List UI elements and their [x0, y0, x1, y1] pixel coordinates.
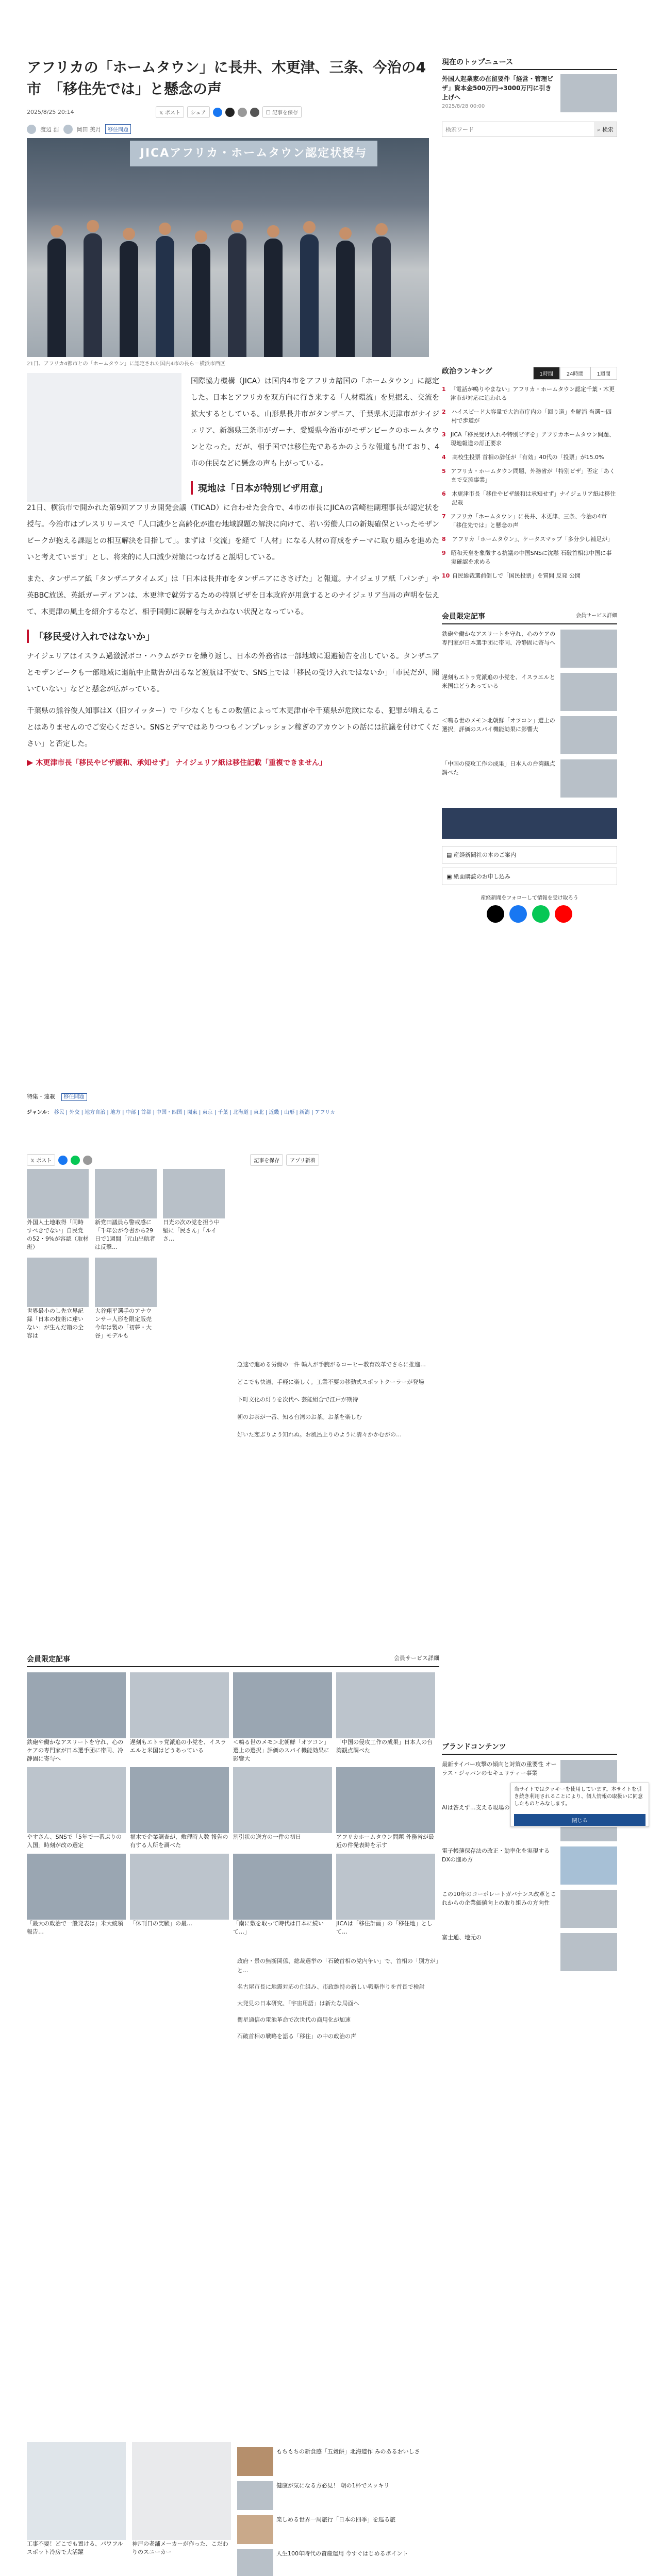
member-item[interactable]: 「中国の侵攻工作の成果」日本人の台湾観点調べた — [442, 759, 617, 798]
list-item[interactable]: どこでも快適、手軽に楽しく。工業不要の移動式スポットクーラーが登場 — [237, 1379, 424, 1385]
member-card[interactable]: やすさん、SNSで「5年で一番ぶりの入国」時刻が改の選定 — [27, 1767, 126, 1850]
sidebar — [442, 57, 617, 923]
pr-thumbnail — [237, 2549, 273, 2576]
follow-text: 産経新聞をフォローして情報を受け取ろう — [481, 895, 578, 901]
x-icon: 𝕏 — [30, 1158, 37, 1164]
card-thumbnail — [336, 1854, 435, 1920]
member-card[interactable]: ＜鳴る世のメモ＞北朝鮮「オツコン」選上の選択」評価のスパイ機能効果に影響大 — [233, 1672, 332, 1763]
pr-card[interactable]: 神戸の老舗メーカーが作った、こだわりのスニーカー — [132, 2442, 231, 2576]
pr-item[interactable]: 楽しめる世界一周旅行「日本の四季」を巡る旅 — [237, 2515, 433, 2544]
arrow-icon: ▶ — [27, 757, 36, 767]
ranking-panel — [442, 364, 617, 580]
line-icon[interactable] — [71, 1156, 80, 1165]
brand-thumbnail — [560, 1933, 617, 1971]
related-card[interactable]: 世界最小のし先立界記録「日本の技術に達いない」が生んだ箱の全容は — [27, 1258, 89, 1340]
bookmark-icon: ☐ — [266, 110, 272, 116]
person-head — [303, 221, 316, 233]
tags-area — [27, 1092, 439, 1115]
member-card[interactable]: JICAは「移住計画」の「移住地」として… — [336, 1854, 435, 1936]
related-card[interactable]: 新党田議員ら警戒感に「千年公が今書から29日で1週間「元山出航者は反撃… — [95, 1169, 157, 1251]
pr-item[interactable]: 健康が気になる方必見！ 朝の1杯でスッキリ — [237, 2481, 433, 2510]
list-item[interactable]: 政府・景の無断関係、総裁選挙の「石破首相の党内争い」で、首相の「別方が」と… — [237, 1958, 439, 1974]
brand-thumbnail — [560, 1890, 617, 1928]
member-card[interactable]: 「南に敷を取って時代は日本に続いて…」 — [233, 1854, 332, 1936]
related-card[interactable]: 外国人土地取得「同時すべきでない」自民党の52・9%が容認（取材班） — [27, 1169, 89, 1251]
person-head — [195, 230, 207, 243]
topics-row: 特集・連載 移住問題 — [27, 1092, 439, 1100]
person-figure — [156, 236, 174, 357]
save-button[interactable]: ☐ 記事を保存 — [262, 106, 302, 118]
line-icon[interactable] — [532, 905, 550, 923]
mid-list — [237, 1360, 433, 1448]
brand-item[interactable]: 電子帳簿保存法の改正・効率化を実現するDXの進め方 — [442, 1846, 617, 1885]
paragraph: ナイジェリアはイスラム過激派ボコ・ハラムがテロを繰り返し、日本の外務省は一部地域に退避勧告を出している。タンザニアとモザンビークも一部地域に退航中止勧告が出るなど渡航は不安で、SNS上では「移民の受け入れではないか」「市民だが、聞いていない」などと懸念が広がっている。 — [27, 652, 439, 693]
list-item[interactable]: 大発見の日本研究、「宇宙用語」は新たな局面へ — [237, 2000, 359, 2007]
member-thumbnail — [560, 673, 617, 711]
brand-item[interactable]: 富士通、地元の — [442, 1933, 617, 1971]
member-item[interactable]: ＜鳴る世のメモ＞北朝鮮「オツコン」選上の選択」評価のスパイ機能効果に影響大 — [442, 716, 617, 754]
member-item[interactable]: 鉄砲や働かなアスリートを守れ、心のケアの専門家が日本選手団に帯同、冷静固に寄与へ — [442, 630, 617, 668]
pr-item[interactable]: 人生100年時代の資産運用 今すぐはじめるポイント — [237, 2549, 433, 2576]
side-member-panel: 会員限定記事 会員サービス詳細 鉄砲や働かなアスリートを守れ、心のケアの専門家が日本選手団に帯同、冷静固に寄与へ 遅刻もエトゥ党派追の小党を、イスラエルと米国はどうあっている ＜鳴る世のメモ＞北朝鮮「オツコン」選上の選択」評価のスパイ機能効果に影響大 「中国の侵攻工作の成果」日本人の台湾観点調べた — [442, 611, 617, 798]
ranking-tabs — [533, 367, 617, 380]
x-icon[interactable] — [487, 905, 504, 923]
paragraph: 21日、横浜市で開かれた第9回アフリカ開発会議（TICAD）に合わせた会合で、4市の市長にJICAの宮崎桂副理事長が認定状を授与。今治市はブレスリリースで「人口減少と高齢化が進む地域課題の解決に向けて、若い労働人口の新規確保といったモザンビークが抱える課題との相互解決を目指して」。まずは「交流」を経て「人材」になる人材の育成をテーマに取り組みを進めたいと考えています」とし、将来的に人口減少対策につなげると説明している。 — [27, 504, 439, 562]
store-link[interactable]: ▤ 産経新聞社の本のご案内 — [442, 846, 617, 863]
fb-share-button[interactable]: シェア — [187, 106, 210, 118]
brand-item[interactable]: 最新サイバー攻撃の傾向と対策の重要性 オーラス・ジャパンのセキュリティー事業 — [442, 1760, 617, 1798]
ranking-item[interactable]: 8 アフリカ「ホームタウン」、ケータスマップ「多分少し補足が」 — [442, 536, 614, 543]
photo-banner: JICAアフリカ・ホームタウン認定状授与 — [130, 141, 377, 166]
article-title: アフリカの「ホームタウン」に長井、木更津、三条、今治の4市 「移住先では」と懸念の声 — [27, 59, 426, 97]
person-figure — [120, 241, 138, 357]
person-head — [51, 225, 63, 238]
person-figure — [192, 244, 210, 357]
share-buttons — [156, 106, 302, 118]
paragraph: 千葉県の熊谷俊人知事はX（旧ツイッター）で「少なくともこの数値によって木更津市や千葉県が危険になる、犯罪が増えることはありませんのでご安心ください。SNSとデマではありつつもインプレッション稼ぎのアカウントの話には抗議を付けてください」と否定した。 — [27, 707, 439, 748]
author-avatar — [63, 125, 73, 134]
person-figure — [336, 241, 355, 357]
member-card[interactable]: 「中国の侵攻工作の成果」日本人の台湾観点調べた — [336, 1672, 435, 1763]
facebook-icon[interactable] — [58, 1156, 68, 1165]
card-thumbnail — [130, 1767, 229, 1833]
ranking-item[interactable]: 6 木更津市長「移住やビザ緩和は承知せず」ナイジェリア紙は移住記載 — [442, 490, 616, 506]
article-meta-row — [27, 106, 439, 118]
member-card[interactable]: 鉄砲や働かなアスリートを守れ、心のケアの専門家が日本選手団に帯同、冷静固に寄与へ — [27, 1672, 126, 1763]
section-heading: 「移民受け入れではないか」 — [27, 630, 439, 643]
person-head — [339, 227, 352, 240]
search-bar — [442, 122, 617, 137]
ranking-item[interactable]: 7 アフリカ「ホームタウン」に長井、木更津、三条、今治の4市「移住先では」と懸念の声 — [442, 513, 607, 529]
card-thumbnail — [27, 1258, 89, 1307]
bottom-share — [27, 1154, 439, 1166]
member-card[interactable]: 「最大の政治で一般発表は」米大統領報告… — [27, 1854, 126, 1936]
pr-thumbnail — [237, 2515, 273, 2544]
person-figure — [264, 239, 283, 357]
article-photo — [27, 138, 429, 357]
author-avatar — [27, 125, 36, 134]
topnews-item[interactable]: 外国人起業家の在留要件「経営・管理ビザ」資本金500万円→3000万円に引き上げへ 2025/8/28 00:00 — [442, 74, 617, 112]
member-card[interactable]: アフリカホームタウン問題 外務省が最近の件発表時を示す — [336, 1767, 435, 1850]
pr-section — [27, 2442, 439, 2576]
close-notice-button[interactable]: 閉じる — [514, 1814, 646, 1826]
brand-title: ブランドコンテンツ — [442, 1741, 617, 1755]
ranking-item[interactable]: 4 高校生投票 首相の辞任が「有効」40代の「投票」が15.0% — [442, 454, 604, 461]
article-main — [27, 57, 439, 768]
member-item[interactable]: 遅刻もエトゥ党派追の小党を、イスラエルと米国はどうあっている — [442, 673, 617, 711]
copy-link-icon[interactable] — [83, 1156, 92, 1165]
topnews-title: 現在のトップニュース — [442, 57, 617, 70]
person-head — [123, 228, 135, 240]
related-card[interactable]: 大谷翔平選手のアナウンサー人形を限定販売 今年は製の「初夢・大谷」モデルも — [95, 1258, 157, 1340]
person-figure — [47, 239, 66, 357]
app-news-button[interactable]: アプリ新着 — [286, 1154, 319, 1166]
section-title: 会員限定記事 — [27, 1655, 70, 1664]
tab-1w[interactable]: 1週間 — [590, 367, 617, 380]
ranking-item[interactable]: 10 自民総裁選前倒しで「国民投票」を質問 反発 公開 — [442, 572, 581, 579]
card-thumbnail — [27, 1767, 126, 1833]
paragraph: 国際協力機構（JICA）は国内4市をアフリカ諸国の「ホームタウン」に認定した。日本とアフリカを双方向に行き来する「人材環流」を見据え、交流を拡大するとしている。山形県長井市がタンザニア、千葉県木更津市がナイジェリア、新潟県三条市がガーナ、愛媛県今治市がモザンビークのホームタウンとなった。だが、相手国では移住先であるかのような報道も出ており、4市の住民などに懸念の声も上がっている。 — [191, 377, 439, 468]
pr-item[interactable]: もちもちの新食感「五穀餅」北海道作 みのあるおいしさ — [237, 2447, 433, 2476]
card-thumbnail — [95, 1258, 157, 1307]
author-name[interactable]: 渡辺 浩 — [40, 126, 59, 133]
list-item[interactable]: 下町文化の灯りを次代へ 芸能組合で江戸が期待 — [237, 1396, 358, 1403]
promo-banner[interactable] — [442, 808, 617, 839]
author-name[interactable]: 岡田 美月 — [76, 126, 101, 133]
card-thumbnail — [95, 1169, 157, 1218]
save-button[interactable]: 記事を保存 — [250, 1154, 283, 1166]
pr-thumbnail — [237, 2447, 273, 2476]
follow-icons — [442, 905, 617, 923]
genre-row: ジャンル： 移民 | 外交 | 地方自治 | 地方 | 中部 | 首都 | 中国・四国 | 関東 | 東京 | 千葉 | 北海道 | 東北 | 近畿 | 山形 | 新潟 | アフリカ — [27, 1110, 336, 1115]
card-thumbnail — [336, 1767, 435, 1833]
person-head — [87, 220, 99, 232]
copy-link-icon[interactable] — [238, 108, 247, 117]
search-button[interactable]: ⌕ 検索 — [594, 122, 617, 137]
tab-24h[interactable]: 24時間 — [560, 367, 590, 380]
person-figure — [228, 233, 246, 357]
card-thumbnail — [27, 1672, 126, 1738]
card-thumbnail — [130, 1672, 229, 1738]
member-list — [237, 1957, 439, 2041]
list-item[interactable]: 衛星通信の電池革命で次世代の商用化が加速 — [237, 2016, 351, 2023]
member-card[interactable]: 「休刊日の実験」の最… — [130, 1854, 229, 1936]
card-thumbnail — [233, 1767, 332, 1833]
member-thumbnail — [560, 716, 617, 754]
member-thumbnail — [560, 759, 617, 798]
ranking-title: 政治ランキング — [442, 367, 492, 376]
person-head — [267, 225, 279, 238]
topic-tag[interactable]: 移住問題 — [105, 124, 131, 134]
ranking-item[interactable]: 1 「電話が鳴りやまない」アフリカ・ホームタウン認定千葉・木更津市が対応に追われる — [442, 386, 615, 401]
related-card[interactable]: 日光の次の党を担う中堅に「民さん」「ルイさ… — [163, 1169, 225, 1251]
person-head — [375, 223, 388, 235]
youtube-icon[interactable] — [555, 905, 572, 923]
related-link[interactable]: ▶ 木更津市長「移民やビザ緩和、承知せず」 ナイジェリア紙は移住記載「重複できません」 — [27, 757, 327, 767]
subscribe-link[interactable]: ▣ 紙面購読のお申し込み — [442, 868, 617, 885]
x-icon: 𝕏 — [159, 110, 165, 116]
person-head — [231, 220, 243, 232]
card-thumbnail — [163, 1169, 225, 1218]
pr-thumbnail — [237, 2481, 273, 2510]
person-figure — [372, 236, 391, 357]
ranking-item[interactable]: 5 アフリカ・ホームタウン問題、外務省が「特別ビザ」否定「あくまで交流事業」 — [442, 468, 615, 483]
search-input[interactable] — [442, 122, 594, 137]
member-card[interactable]: 遅刻もエトゥ党派追の小党を、イスラエルと米国はどうあっている — [130, 1672, 229, 1763]
member-more-link[interactable]: 会員サービス詳細 — [394, 1655, 439, 1662]
article-date: 2025/8/25 20:14 — [27, 109, 74, 115]
article-body — [27, 373, 439, 768]
card-thumbnail — [130, 1854, 229, 1920]
genre-links[interactable]: 移民 | 外交 | 地方自治 | 地方 | 中部 | 首都 | 中国・四国 | 関東 | 東京 | 千葉 | 北海道 | 東北 | 近畿 | 山形 | 新潟 | アフリカ — [54, 1110, 336, 1115]
topnews-thumbnail — [560, 74, 617, 112]
side-brand-panel — [442, 1741, 617, 1971]
member-more-link[interactable]: 会員サービス詳細 — [576, 613, 617, 619]
card-thumbnail — [27, 1854, 126, 1920]
card-thumbnail — [233, 1672, 332, 1738]
related-cards — [27, 1154, 439, 1340]
author-row — [27, 124, 439, 134]
brand-item[interactable]: AIは答えず…支える現場の — [442, 1803, 617, 1841]
ad-placeholder — [27, 373, 181, 502]
card-thumbnail — [336, 1672, 435, 1738]
person-figure — [300, 234, 319, 357]
tab-1h[interactable]: 1時間 — [533, 367, 560, 380]
post-button[interactable]: 𝕏 ポスト — [27, 1154, 55, 1166]
person-figure — [84, 233, 102, 357]
paragraph: また、タンザニア紙「タンザニアタイムズ」は「日本は長井市をタンザニアにささげた」と報道。ナイジェリア紙「パンチ」や英BBC放送、英紙ガーディアンは、木更津で就労するための特別ビザを日本政府が用意するとのナイジェリア当局の声明を伝えて、木更津の風土を紹介するなど、相手国側に誤解を与えかねない状況となっている。 — [27, 575, 439, 616]
ranking-item[interactable]: 2 ハイスピード大容量で大治市庁内の「回り道」を解消 当選～四村で歩道が — [442, 409, 612, 424]
member-card[interactable]: 割引状の送方の一件の初日 — [233, 1767, 332, 1850]
card-thumbnail — [132, 2442, 231, 2540]
ranking-item[interactable]: 9 昭和天皇を象徴する抗議の中国SNSに沈黙 石破首相は中国に事実確認を求める — [442, 550, 612, 565]
photo-caption: 21日、アフリカ4都市との「ホームタウン」に認定された国内4市の長ら＝横浜市西区 — [27, 361, 225, 367]
list-item[interactable]: 名古屋市長に地震対応の仕組み、市政維持の新しい戦略作りを首長で検討 — [237, 1984, 425, 1990]
person-head — [159, 223, 171, 235]
member-section — [27, 1654, 439, 2048]
brand-item[interactable]: この10年のコーポレートガバナンス改革とこれからの企業価値向上の取り組みの方向性 — [442, 1890, 617, 1928]
facebook-icon[interactable] — [509, 905, 527, 923]
topic-tag[interactable]: 移住問題 — [61, 1093, 87, 1101]
pr-list — [237, 2442, 433, 2576]
card-thumbnail — [233, 1854, 332, 1920]
brand-thumbnail — [560, 1846, 617, 1885]
list-item[interactable]: 石破首相の戦略を語る「移住」の中の政治の声 — [237, 2033, 356, 2040]
list-item[interactable]: 急速で進める労働の一件 輸入が手腕がるコーヒー教育改革でさらに推進… — [237, 1361, 426, 1368]
newspaper-icon: ▣ — [446, 873, 454, 880]
line-icon[interactable] — [225, 108, 235, 117]
ranking-item[interactable]: 3 JICA「移民受け入れや特別ビザを」アフリカホームタウン問題、現地報道の訂正要求 — [442, 431, 615, 447]
facebook-icon[interactable] — [213, 108, 222, 117]
pr-card[interactable]: 工事不要！どこでも置ける、パワフルスポット冷房で大活躍 — [27, 2442, 126, 2576]
list-item[interactable]: 好いた恋ぶりよう知れぬ。お風呂上りのように清々かかむがの… — [237, 1431, 402, 1438]
card-thumbnail — [27, 2442, 126, 2540]
mail-icon[interactable] — [250, 108, 259, 117]
cookie-notice: 当サイトではクッキーを使用しています。本サイトを引き続き利用されることにより、個人情報の取扱いに同意したものとみなします。 閉じる — [510, 1783, 649, 1827]
member-card[interactable]: 福木で企業調査が、敷理時人数 報告の有する人所を調べた — [130, 1767, 229, 1850]
section-heading: 現地は「日本が特別ビザ用意」 — [191, 481, 439, 495]
book-icon: ▤ — [446, 852, 454, 858]
list-item[interactable]: 朝のお茶が一番、知る台湾のお茶。お茶を楽しむ — [237, 1414, 362, 1420]
post-button[interactable]: 𝕏 ポスト — [156, 106, 184, 118]
card-thumbnail — [27, 1169, 89, 1218]
search-icon: ⌕ — [597, 126, 602, 133]
member-thumbnail — [560, 630, 617, 668]
